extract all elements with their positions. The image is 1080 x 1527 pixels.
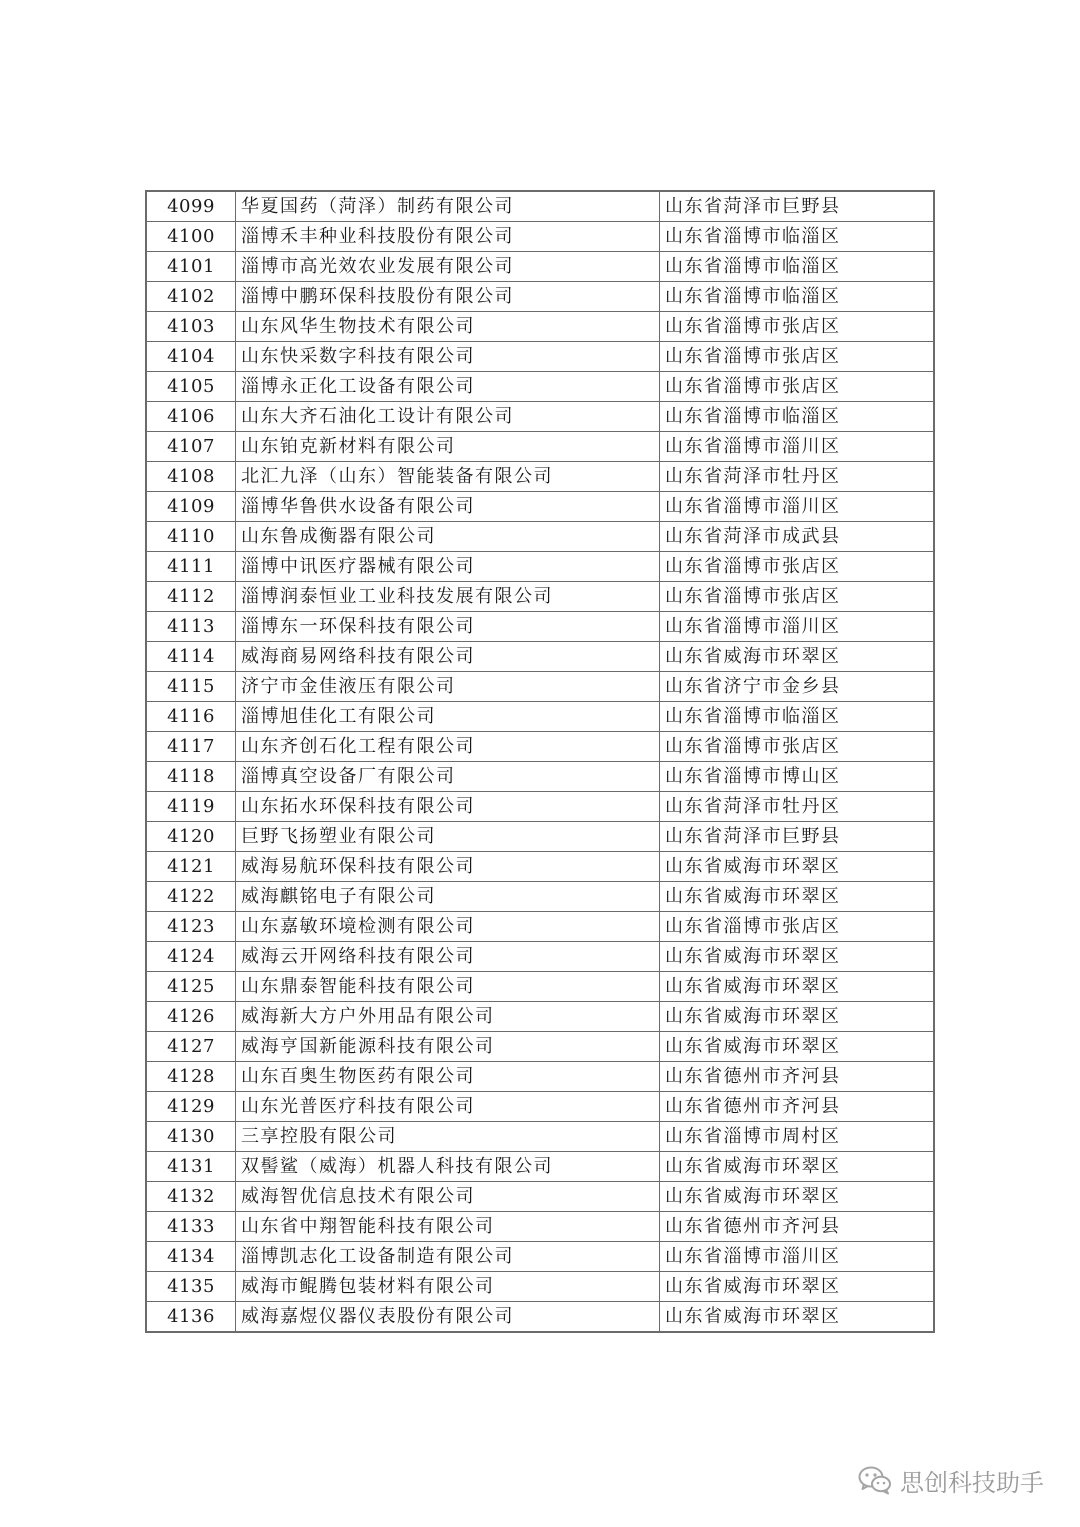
company-region: 山东省威海市环翠区 (660, 1032, 935, 1062)
table-row (146, 191, 934, 222)
row-number: 4102 (146, 282, 236, 312)
row-number: 4135 (146, 1272, 236, 1302)
company-region: 山东省德州市齐河县 (660, 1092, 935, 1122)
company-name: 山东鼎泰智能科技有限公司 (236, 972, 660, 1002)
company-name: 威海麒铭电子有限公司 (236, 882, 660, 912)
company-name: 山东铂克新材料有限公司 (236, 432, 660, 462)
row-number: 4118 (146, 762, 236, 792)
company-region: 山东省淄博市张店区 (660, 312, 935, 342)
row-number: 4103 (146, 312, 236, 342)
company-region: 山东省淄博市张店区 (660, 342, 935, 372)
company-region: 山东省淄博市淄川区 (660, 432, 935, 462)
row-number: 4113 (146, 612, 236, 642)
company-name: 威海嘉煜仪器仪表股份有限公司 (236, 1302, 660, 1333)
company-name: 山东鲁成衡器有限公司 (236, 522, 660, 552)
company-region: 山东省淄博市张店区 (660, 552, 935, 582)
table-row (146, 822, 934, 852)
company-region: 山东省德州市齐河县 (660, 1212, 935, 1242)
company-region: 山东省淄博市临淄区 (660, 282, 935, 312)
row-number: 4127 (146, 1032, 236, 1062)
table-row (146, 462, 934, 492)
company-region: 山东省淄博市张店区 (660, 912, 935, 942)
table-row (146, 1122, 934, 1152)
company-region: 山东省淄博市张店区 (660, 732, 935, 762)
table-row (146, 402, 934, 432)
table-row (146, 1062, 934, 1092)
company-name: 淄博真空设备厂有限公司 (236, 762, 660, 792)
company-region: 山东省威海市环翠区 (660, 972, 935, 1002)
row-number: 4099 (146, 191, 236, 222)
company-name: 淄博华鲁供水设备有限公司 (236, 492, 660, 522)
row-number: 4121 (146, 852, 236, 882)
company-region: 山东省德州市齐河县 (660, 1062, 935, 1092)
company-name: 山东风华生物技术有限公司 (236, 312, 660, 342)
company-region: 山东省淄博市临淄区 (660, 702, 935, 732)
table-row (146, 1302, 934, 1333)
company-region: 山东省威海市环翠区 (660, 942, 935, 972)
table-row (146, 312, 934, 342)
company-name: 淄博中鹏环保科技股份有限公司 (236, 282, 660, 312)
company-name: 北汇九泽（山东）智能装备有限公司 (236, 462, 660, 492)
table-row (146, 612, 934, 642)
table-row (146, 582, 934, 612)
company-name: 威海易航环保科技有限公司 (236, 852, 660, 882)
company-name: 淄博东一环保科技有限公司 (236, 612, 660, 642)
table-row (146, 972, 934, 1002)
row-number: 4125 (146, 972, 236, 1002)
table-row (146, 1002, 934, 1032)
table-row (146, 1152, 934, 1182)
table-row (146, 672, 934, 702)
table-row (146, 552, 934, 582)
row-number: 4117 (146, 732, 236, 762)
row-number: 4108 (146, 462, 236, 492)
company-region: 山东省淄博市淄川区 (660, 492, 935, 522)
row-number: 4101 (146, 252, 236, 282)
table-row (146, 762, 934, 792)
company-name: 山东光普医疗科技有限公司 (236, 1092, 660, 1122)
company-region: 山东省淄博市张店区 (660, 372, 935, 402)
row-number: 4124 (146, 942, 236, 972)
company-name: 巨野飞扬塑业有限公司 (236, 822, 660, 852)
company-region: 山东省威海市环翠区 (660, 1182, 935, 1212)
company-name: 淄博旭佳化工有限公司 (236, 702, 660, 732)
table-row (146, 942, 934, 972)
company-region: 山东省淄博市临淄区 (660, 222, 935, 252)
row-number: 4129 (146, 1092, 236, 1122)
company-region: 山东省威海市环翠区 (660, 1002, 935, 1032)
table-row (146, 732, 934, 762)
company-region: 山东省菏泽市巨野县 (660, 822, 935, 852)
company-name: 山东嘉敏环境检测有限公司 (236, 912, 660, 942)
company-name: 威海亨国新能源科技有限公司 (236, 1032, 660, 1062)
company-name: 济宁市金佳液压有限公司 (236, 672, 660, 702)
table-row (146, 372, 934, 402)
company-name: 淄博凯志化工设备制造有限公司 (236, 1242, 660, 1272)
company-name: 淄博润泰恒业工业科技发展有限公司 (236, 582, 660, 612)
company-region: 山东省济宁市金乡县 (660, 672, 935, 702)
row-number: 4131 (146, 1152, 236, 1182)
table-row (146, 282, 934, 312)
row-number: 4123 (146, 912, 236, 942)
table-row (146, 492, 934, 522)
row-number: 4119 (146, 792, 236, 822)
row-number: 4116 (146, 702, 236, 732)
table-row (146, 1212, 934, 1242)
table-row (146, 1182, 934, 1212)
company-name: 淄博中讯医疗器械有限公司 (236, 552, 660, 582)
table-row (146, 912, 934, 942)
table-row (146, 522, 934, 552)
company-name: 华夏国药（菏泽）制药有限公司 (236, 191, 660, 222)
table-row (146, 882, 934, 912)
table-row (146, 1272, 934, 1302)
company-name: 威海智优信息技术有限公司 (236, 1182, 660, 1212)
company-region: 山东省菏泽市牡丹区 (660, 462, 935, 492)
company-region: 山东省淄博市周村区 (660, 1122, 935, 1152)
row-number: 4100 (146, 222, 236, 252)
row-number: 4126 (146, 1002, 236, 1032)
company-name: 双髻鲨（威海）机器人科技有限公司 (236, 1152, 660, 1182)
row-number: 4134 (146, 1242, 236, 1272)
company-name: 威海新大方户外用品有限公司 (236, 1002, 660, 1032)
company-name: 山东百奥生物医药有限公司 (236, 1062, 660, 1092)
table-row (146, 642, 934, 672)
row-number: 4130 (146, 1122, 236, 1152)
row-number: 4111 (146, 552, 236, 582)
company-region: 山东省淄博市博山区 (660, 762, 935, 792)
row-number: 4105 (146, 372, 236, 402)
company-name: 淄博永正化工设备有限公司 (236, 372, 660, 402)
row-number: 4110 (146, 522, 236, 552)
company-name: 山东快采数字科技有限公司 (236, 342, 660, 372)
company-region: 山东省威海市环翠区 (660, 1152, 935, 1182)
company-region: 山东省菏泽市牡丹区 (660, 792, 935, 822)
row-number: 4122 (146, 882, 236, 912)
company-region: 山东省淄博市张店区 (660, 582, 935, 612)
table-row (146, 432, 934, 462)
company-region: 山东省威海市环翠区 (660, 852, 935, 882)
company-region: 山东省淄博市淄川区 (660, 612, 935, 642)
row-number: 4136 (146, 1302, 236, 1333)
row-number: 4128 (146, 1062, 236, 1092)
company-region: 山东省菏泽市巨野县 (660, 191, 935, 222)
company-region: 山东省威海市环翠区 (660, 1302, 935, 1333)
row-number: 4109 (146, 492, 236, 522)
company-region: 山东省威海市环翠区 (660, 1272, 935, 1302)
company-region: 山东省菏泽市成武县 (660, 522, 935, 552)
company-name: 山东拓水环保科技有限公司 (236, 792, 660, 822)
row-number: 4107 (146, 432, 236, 462)
table-row (146, 702, 934, 732)
wechat-icon (858, 1465, 892, 1495)
company-name: 山东齐创石化工程有限公司 (236, 732, 660, 762)
row-number: 4120 (146, 822, 236, 852)
table-row (146, 852, 934, 882)
watermark-text: 思创科技助手 (900, 1468, 1044, 1497)
watermark (858, 1458, 1044, 1502)
row-number: 4132 (146, 1182, 236, 1212)
table-row (146, 1242, 934, 1272)
row-number: 4114 (146, 642, 236, 672)
row-number: 4115 (146, 672, 236, 702)
company-name: 威海商易网络科技有限公司 (236, 642, 660, 672)
company-name: 三享控股有限公司 (236, 1122, 660, 1152)
company-name: 威海市鲲腾包装材料有限公司 (236, 1272, 660, 1302)
company-name: 淄博禾丰种业科技股份有限公司 (236, 222, 660, 252)
table-row (146, 1032, 934, 1062)
company-list-table (145, 190, 935, 1333)
company-region: 山东省淄博市淄川区 (660, 1242, 935, 1272)
table-row (146, 792, 934, 822)
company-name: 山东大齐石油化工设计有限公司 (236, 402, 660, 432)
row-number: 4104 (146, 342, 236, 372)
table-row (146, 342, 934, 372)
company-name: 淄博市高光效农业发展有限公司 (236, 252, 660, 282)
row-number: 4106 (146, 402, 236, 432)
company-name: 威海云开网络科技有限公司 (236, 942, 660, 972)
company-name: 山东省中翔智能科技有限公司 (236, 1212, 660, 1242)
row-number: 4112 (146, 582, 236, 612)
table-row (146, 1092, 934, 1122)
row-number: 4133 (146, 1212, 236, 1242)
company-region: 山东省淄博市临淄区 (660, 252, 935, 282)
company-region: 山东省淄博市临淄区 (660, 402, 935, 432)
company-region: 山东省威海市环翠区 (660, 882, 935, 912)
table-row (146, 252, 934, 282)
table-body (146, 191, 934, 1332)
company-region: 山东省威海市环翠区 (660, 642, 935, 672)
table-row (146, 222, 934, 252)
